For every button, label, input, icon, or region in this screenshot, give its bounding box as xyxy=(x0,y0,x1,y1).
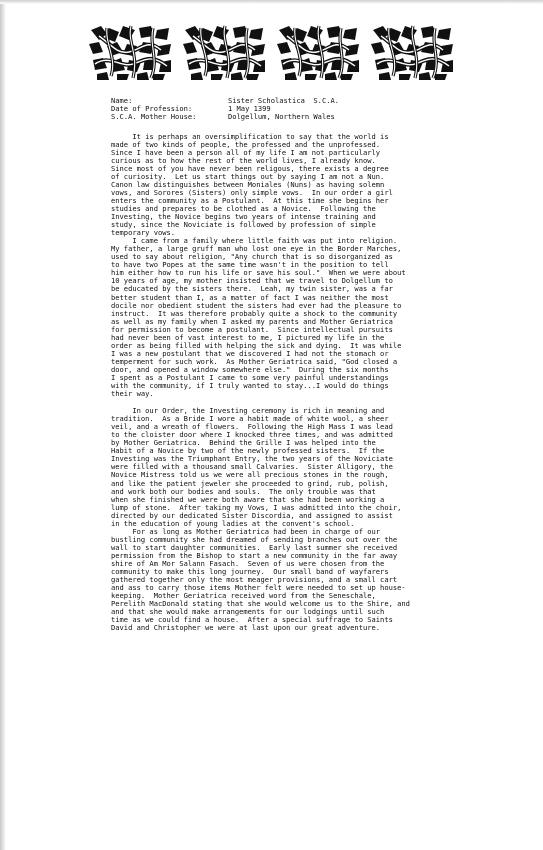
text-line: lump of stone. After taking my Vows, I was admitted into the choir, xyxy=(111,502,402,512)
document-text xyxy=(111,97,519,632)
text-line: with the community, if I truly wanted to stay...I would do things xyxy=(111,381,389,391)
text-line: as well as my family when I asked my parents and Mother Geriatrica xyxy=(111,316,393,326)
text-line: to the cloister door where I knocked three times, and was admitted xyxy=(111,430,393,440)
text-line: Perelith MacDonald stating that she would welcome us to the Shire, and xyxy=(111,599,410,609)
text-line: temperment for such work. As Mother Geriatrica said, "God closed a xyxy=(111,356,398,366)
text-line: in the education of young ladies at the convent's school. xyxy=(111,518,355,528)
text-line: In our Order, the Investing ceremony is rich in meaning and xyxy=(111,406,385,416)
text-line: for permission to become a postulant. Since intellectual pursuits xyxy=(111,324,393,334)
text-line: docile nor obedient student the sisters had ever had the pleasure to xyxy=(111,300,402,310)
text-line: Novice Mistress told us we were all precious stones in the rough, xyxy=(111,470,389,480)
text-line: their way. xyxy=(111,389,154,399)
text-line: Canon law distinguishes between Moniales (Nuns) as having solemn xyxy=(111,179,385,189)
text-line: him either how to run his life or save his soul." When we were about xyxy=(111,268,406,278)
text-line: Investing was the Triumphant Entry, the two years of the Noviciate xyxy=(111,454,393,464)
paragraph xyxy=(111,133,519,238)
text-line: veil, and a wreath of flowers. Following the High Mass I was lead xyxy=(111,422,393,432)
text-line: tradition. As a Bride I wore a habit made of white wool, a sheer xyxy=(111,414,389,424)
text-line: Since I have been a person all of my life I am not particularly xyxy=(111,147,381,157)
text-line: I was a new postulant that we discovered I had not the stomach or xyxy=(111,348,389,358)
knotwork-svg xyxy=(85,22,460,82)
text-line: curious as to how the rest of the world lives, I already know. xyxy=(111,155,376,165)
text-line: temporary vows. xyxy=(111,228,176,238)
header-row-mother-house xyxy=(111,113,519,121)
text-line: It is perhaps an oversimplification to say that the world is xyxy=(111,131,389,141)
text-line: instruct. It was therefore probably quite a shock to the community xyxy=(111,308,398,318)
text-line: directed by our dedicated Sister Discordia, and assigned to assist xyxy=(111,510,393,520)
text-line: and like the patient jeweler she proceeded to grind, rub, polish, xyxy=(111,478,389,488)
name-label: Name: xyxy=(111,96,133,105)
text-line: Habit of a Novice by two of the newly professed sisters. If the xyxy=(111,446,385,456)
text-line: made of two kinds of people, the professed and the unprofessed. xyxy=(111,139,381,149)
mother-house-value: Dolgellum, Northern Wales xyxy=(228,112,335,122)
text-line: used to say about religion, "Any church that is so disorganized as xyxy=(111,252,393,262)
text-line: had never been of vast interest to me, I pictured my life in the xyxy=(111,332,385,342)
scan-edge-shadow xyxy=(0,0,6,850)
text-line: order as being filled with helping the sick and dying. It was while xyxy=(111,340,402,350)
text-line: permission from the Bishop to start a new community in the far away xyxy=(111,550,398,560)
decorative-knotwork-banner xyxy=(85,22,460,82)
text-line: vows, and Sorores (Sisters) only simple vows. In our order a girl xyxy=(111,187,393,197)
text-line: David and Christopher we were at last upon our great adventure. xyxy=(111,623,381,633)
text-line: I spent as a Postulant I came to some very painful understandings xyxy=(111,372,389,382)
text-line: Since most of you have never been religous, there exists a degree xyxy=(111,163,389,173)
text-line: to have two Popes at the same time wasn't in the position to tell xyxy=(111,260,389,270)
text-line: by Mother Geriatrica. Behind the Grille I was helped into the xyxy=(111,438,376,448)
profession-date-value: 1 May 1399 xyxy=(228,104,271,114)
text-line: I came from a family where little faith was put into religion. xyxy=(111,236,398,246)
paragraph xyxy=(111,237,519,398)
text-line: were filled with a thousand small Calvaries. Sister Alligory, the xyxy=(111,462,393,472)
text-line: and that she would make arrangements for our lodgings until such xyxy=(111,607,385,617)
text-line: enters the community as a Postulant. At this time she begins her xyxy=(111,195,389,205)
text-line: door, and opened a window somewhere else." During the six months xyxy=(111,364,389,374)
text-line: and ass to carry those items Mother felt were needed to set up house- xyxy=(111,583,406,593)
paragraph xyxy=(111,407,519,528)
text-line: Investing, the Novice begins two years of intense training and xyxy=(111,212,376,222)
text-line: wall to start daughter communities. Early last summer she received xyxy=(111,542,398,552)
text-line: shire of Am Mor Salann Fasach. Seven of us were chosen from the xyxy=(111,559,385,568)
text-line: bustling community she had dreamed of sending branches out over the xyxy=(111,534,398,544)
text-line: time as we could find a house. After a special suffrage to Saints xyxy=(111,615,393,625)
text-line: gathered together only the most meager provisions, and a small cart xyxy=(111,575,398,585)
text-line: when she finished we were both aware that she had been working a xyxy=(111,494,385,504)
scan-top-shadow xyxy=(0,0,543,4)
text-line: My father, a large gruff man who lost one eye in the Border Marches, xyxy=(111,244,402,254)
text-line: of curiosity. Let us start things out by saying I am not a Nun. xyxy=(111,171,385,181)
text-line: study, since the Noviciate is followed by profession of simple xyxy=(111,220,376,230)
text-line: 10 years of age, my mother insisted that we travel to Dolgellum to xyxy=(111,276,393,286)
text-line: community to make this long journey. Our small band of wayfarers xyxy=(111,567,389,577)
text-line: studies and prepares to be clothed as a Novice. Following the xyxy=(111,203,376,213)
paragraph xyxy=(111,528,519,633)
text-line: be educated by the sisters there. Leah, my twin sister, was a far xyxy=(111,284,393,294)
mother-house-label: S.C.A. Mother House: xyxy=(111,112,197,122)
text-line: better student than I, as a matter of fact I was neither the most xyxy=(111,292,389,302)
body-paragraphs xyxy=(111,133,519,633)
text-line: For as long as Mother Geriatrica had been in charge of our xyxy=(111,526,381,536)
name-value: Sister Scholastica S.C.A. xyxy=(228,96,340,105)
profession-date-label: Date of Profession: xyxy=(111,104,193,114)
profile-header xyxy=(111,97,519,122)
text-line: and work both our bodies and souls. The only trouble was that xyxy=(111,486,376,496)
text-line: keeping. Mother Geriatrica received word from the Seneschale, xyxy=(111,591,376,601)
